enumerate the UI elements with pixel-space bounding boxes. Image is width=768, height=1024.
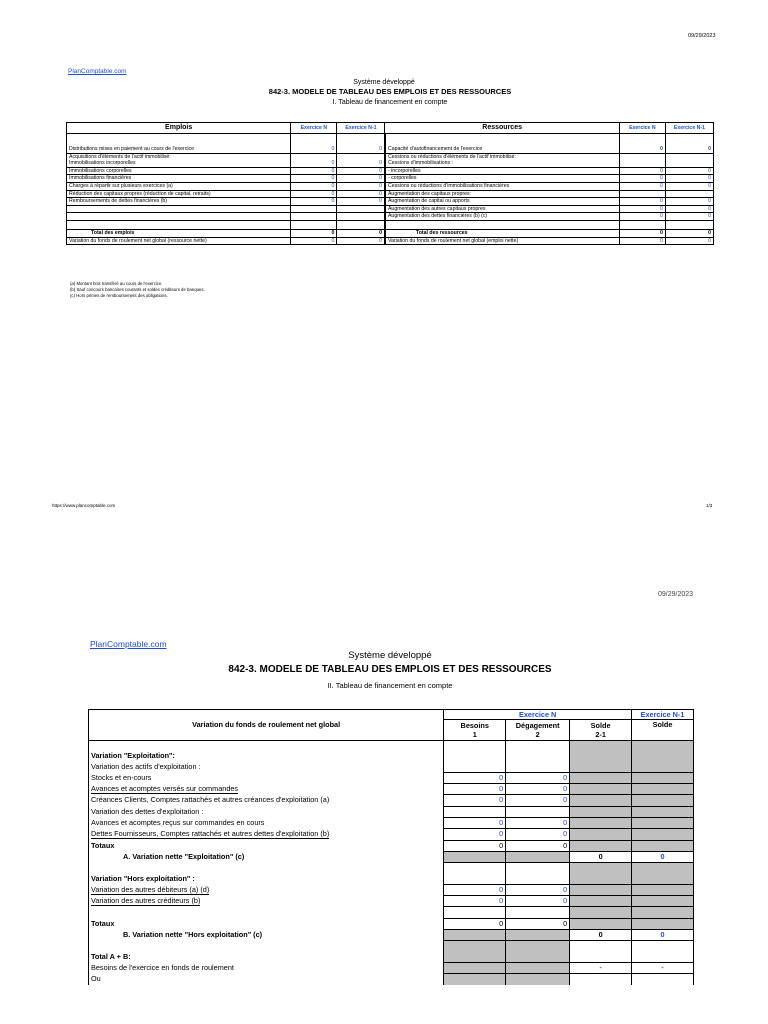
- page-2: [0, 530, 768, 1024]
- page-number: 1/3: [706, 503, 713, 508]
- table-row: Stocks et en-cours 0 0: [89, 772, 694, 783]
- subtitle: II. Tableau de financement en compte: [327, 681, 453, 690]
- table-row: Réduction des capitaux propres (réduction de capital, retraits) 0 0 Augmentation des capitaux propres:: [67, 190, 714, 198]
- totaux-row: Totaux 0 0: [89, 840, 694, 851]
- system-title: Système développé: [353, 79, 415, 86]
- table-row: Dettes Fournisseurs, Comptes rattachés et autres dettes d'exploitation (b) 0 0: [89, 829, 694, 840]
- table-row: Remboursements de dettes financières (b) 0 0 Augmentation de capital ou apports 0 0: [67, 198, 714, 206]
- table-row: Distributions mises en paiement au cours de l'exercice 0 0 Capacité d'autofinancement de l'exercice 0 0: [67, 146, 714, 153]
- ressources-header: Ressources: [385, 123, 619, 134]
- section-title: Variation "Hors exploitation" :: [89, 874, 694, 885]
- exercice-n1-header: Exercice N-1: [337, 123, 385, 134]
- financing-table-1: [66, 122, 714, 245]
- table-row: Variation des autres débiteurs (a) (d) 0 0: [89, 884, 694, 895]
- table-row: Créances Clients, Comptes rattachés et autres créances d'exploitation (a) 0 0: [89, 795, 694, 806]
- table-row: Immobilisations incorporelles 0 0 Cessions d'immobilisations :: [67, 160, 714, 167]
- footnote: (b) Sauf concours bancaires courants et soldes créditeurs de banques.: [70, 287, 205, 292]
- table-header: [89, 710, 694, 720]
- footnote: (c) Hors primes de remboursement des obligations.: [70, 293, 168, 298]
- table-row: Avances et acomptes versés sur commandes 0 0: [89, 784, 694, 795]
- site-link[interactable]: PlanComptable.com: [68, 68, 127, 75]
- table-row: Immobilisations corporelles 0 0 - incorporelles 0 0: [67, 167, 714, 175]
- table-header: [67, 123, 714, 134]
- emplois-header: Emplois: [67, 123, 291, 134]
- footnote: (a) Montant brut transféré au cours de l'exercice.: [70, 281, 163, 286]
- variation-header: Variation du fonds de roulement net global: [89, 710, 444, 741]
- total-row: Total des emplois 0 0 Total des ressources 0 0: [67, 229, 714, 237]
- footer-url[interactable]: https://www.plancomptable.com: [52, 503, 116, 508]
- solde-header: Solde 2-1: [570, 720, 632, 741]
- total-ab-row: Total A + B:: [89, 952, 694, 963]
- totaux-row: Totaux 0 0: [89, 918, 694, 929]
- site-link[interactable]: PlanComptable.com: [90, 639, 167, 649]
- system-title: Système développé: [348, 650, 432, 661]
- table-row: Charges à répartir sur plusieurs exercices (a) 0 0 Cessions ou réductions d'immobilisations financières 0 0: [67, 182, 714, 190]
- table-row: Augmentation des dettes financières (b) (c) 0 0: [67, 213, 714, 221]
- table-row: Variation des autres créditeurs (b) 0 0: [89, 896, 694, 907]
- table-row: Immobilisations financières 0 0 - corporelles 0 0: [67, 175, 714, 183]
- financing-table-2: Variation du fonds de roulement net global Exercice N Exercice N-1 Besoins 1 Dégagement 2 Solde 2-1 Solde Variation "Exploitation": Variation des actifs d'exploitation : Stocks et en-cours 0 0 Avances et acomptes versés sur commandes 0 0 Créances Clients, Comptes rattachés et autres créances d'exploitation (a) 0 0 Variation des dettes d'exploitation : Avances et acomptes reçus sur commandes en cours 0 0 Dettes Fournisseurs, Comptes rattachés et autres dettes d'exploitation (b) 0 0 Totaux 0 0 A. Variation nette "Exploitation" (c) 0 0 Variation "Hors exploitation" : Variation des autres débiteurs (a) (d) 0 0 Variation des autres créditeurs (b) 0 0 Totaux 0 0 B. Variation nette "Hors exploitation" (c) 0 0 Total A + B: Besoins de l'exercice en fonds de roulement - - Ou: [88, 709, 694, 985]
- table-row: Acquisitions d'éléments de l'actif immobilisé: Cessions ou réductions d'éléments de l'actif immobilisé:: [67, 153, 714, 160]
- exercice-n1-header: Exercice N-1: [665, 123, 713, 134]
- page-date: 09/29/2023: [688, 33, 716, 39]
- table-row: Augmentation des autres capitaux propres 0 0: [67, 205, 714, 213]
- main-title: 842-3. MODELE DE TABLEAU DES EMPLOIS ET DES RESSOURCES: [228, 664, 552, 675]
- table-row: Besoins de l'exercice en fonds de roulement - -: [89, 962, 694, 973]
- table-row: Avances et acomptes reçus sur commandes en cours 0 0: [89, 818, 694, 829]
- exercice-n1-header: Exercice N-1: [632, 710, 694, 720]
- exercice-n-header: Exercice N: [291, 123, 337, 134]
- section-title: Variation "Exploitation":: [89, 751, 694, 761]
- solde-n1-header: Solde: [632, 720, 694, 741]
- footnotes: [70, 281, 205, 299]
- net-variation-row: B. Variation nette "Hors exploitation" (c) 0 0: [89, 930, 694, 941]
- degagement-header: Dégagement 2: [506, 720, 570, 741]
- exercice-n-header: Exercice N: [444, 710, 632, 720]
- main-title: 842-3. MODELE DE TABLEAU DES EMPLOIS ET DES RESSOURCES: [268, 87, 512, 96]
- variation-row: Variation du fonds de roulement net global (ressource nette) 0 0 Variation du fonds de roulement net global (emploi nette) 0 0: [67, 237, 714, 245]
- besoins-header: Besoins 1: [444, 720, 506, 741]
- net-variation-row: A. Variation nette "Exploitation" (c) 0 0: [89, 851, 694, 862]
- page-date: 09/29/2023: [658, 591, 694, 598]
- subtitle: I. Tableau de financement en compte: [332, 99, 448, 106]
- exercice-n-header: Exercice N: [619, 123, 665, 134]
